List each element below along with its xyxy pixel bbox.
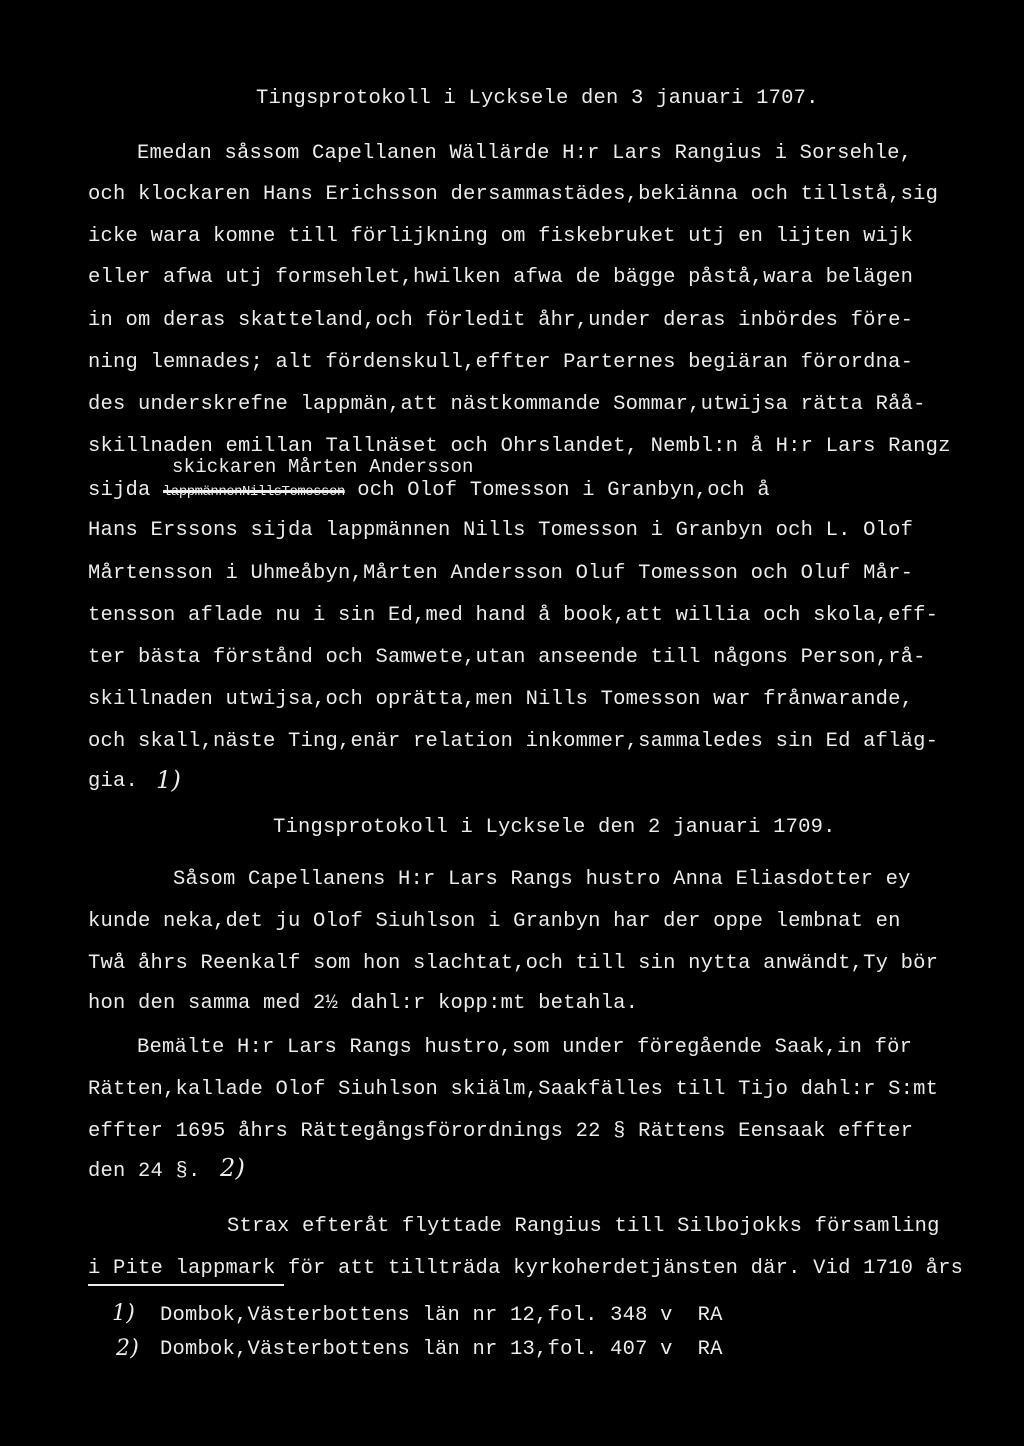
p1-line-3: icke wara komne till förlijkning om fiskebruket utj en lijten wijk <box>88 225 914 248</box>
p1b-line-3: tensson aflade nu i sin Ed,med hand å book,att willia och skola,eff- <box>88 604 939 627</box>
struck-prefix: sijda <box>88 479 164 502</box>
p1-line-5: in om deras skatteland,och förledit åhr,under deras inbördes före- <box>88 309 914 332</box>
p1-line-2: och klockaren Hans Erichsson dersammastädes,bekiänna och tillstå,sig <box>88 183 939 206</box>
footnote-1-text: Dombok,Västerbottens län nr 12,fol. 348 v RA <box>160 1304 723 1327</box>
footnote-2-mark: 2) <box>116 1336 139 1361</box>
p1-line-8: skillnaden emillan Tallnäset och Ohrslandet, Nembl:n å H:r Lars Rangz <box>88 435 951 458</box>
p1b-line-6: och skall,näste Ting,enär relation inkommer,sammaledes sin Ed afläg- <box>88 730 939 753</box>
p1b-line-5: skillnaden utwijsa,och oprätta,men Nills Tomesson war frånwarande, <box>88 688 914 711</box>
p4-line-1: Strax efteråt flyttade Rangius till Silbojokks församling <box>227 1215 940 1238</box>
struck-text: lappmännenNillsTomesson <box>163 484 345 500</box>
heading-1707: Tingsprotokoll i Lycksele den 3 januari 1707. <box>256 87 819 110</box>
p1-line-1: Emedan såssom Capellanen Wällärde H:r Lars Rangius i Sorsehle, <box>137 142 913 165</box>
p1-line-4: eller afwa utj formsehlet,hwilken afwa de bägge påstå,wara belägen <box>88 266 914 289</box>
p2-line-3: Twå åhrs Reenkalf som hon slachtat,och till sin nytta anwändt,Ty bör <box>88 952 939 975</box>
struck-line <box>88 481 770 502</box>
p1-line-7: des underskrefne lappmän,att nästkommande Sommar,utwijsa rätta Råå- <box>88 393 926 416</box>
p1-last-line: gia. <box>88 770 139 793</box>
footnote-separator <box>88 1284 284 1286</box>
struck-suffix: och Olof Tomesson i Granbyn,och å <box>344 479 770 502</box>
p3-line-2: Rätten,kallade Olof Siuhlson skiälm,Saakfälles till Tijo dahl:r S:mt <box>88 1078 939 1101</box>
footnote-2-text: Dombok,Västerbottens län nr 13,fol. 407 v RA <box>160 1338 723 1361</box>
p1b-line-1: Hans Erssons sijda lappmännen Nills Tomesson i Granbyn och L. Olof <box>88 519 914 542</box>
p2-line-4: hon den samma med 2½ dahl:r kopp:mt betahla. <box>88 992 639 1015</box>
p3-line-3: effter 1695 åhrs Rättegångsförordnings 22 § Rättens Eensaak effter <box>88 1120 914 1143</box>
footnote-mark-2: 2) <box>220 1154 246 1182</box>
p1-line-6: ning lemnades; alt fördenskull,effter Parternes begiäran förordna- <box>88 351 914 374</box>
footnote-1-mark: 1) <box>112 1301 135 1326</box>
interlinear-insertion: skickaren Mårten Andersson <box>172 456 474 478</box>
p2-line-1: Såsom Capellanens H:r Lars Rangs hustro Anna Eliasdotter ey <box>173 868 911 891</box>
footnote-mark-1: 1) <box>156 766 182 794</box>
p4-line-2: i Pite lappmark för att tillträda kyrkoherdetjänsten där. Vid 1710 års <box>88 1257 964 1280</box>
p3-line-1: Bemälte H:r Lars Rangs hustro,som under föregående Saak,in för <box>137 1036 913 1059</box>
heading-1709: Tingsprotokoll i Lycksele den 2 januari 1709. <box>273 816 836 839</box>
p2-line-2: kunde neka,det ju Olof Siuhlson i Granbyn har der oppe lembnat en <box>88 910 901 933</box>
p1b-line-2: Mårtensson i Uhmeåbyn,Mårten Andersson Oluf Tomesson och Oluf Mår- <box>88 562 914 585</box>
p3-line-4: den 24 §. <box>88 1160 201 1183</box>
p1b-line-4: ter bästa förstånd och Samwete,utan anseende till någons Person,rå- <box>88 646 926 669</box>
